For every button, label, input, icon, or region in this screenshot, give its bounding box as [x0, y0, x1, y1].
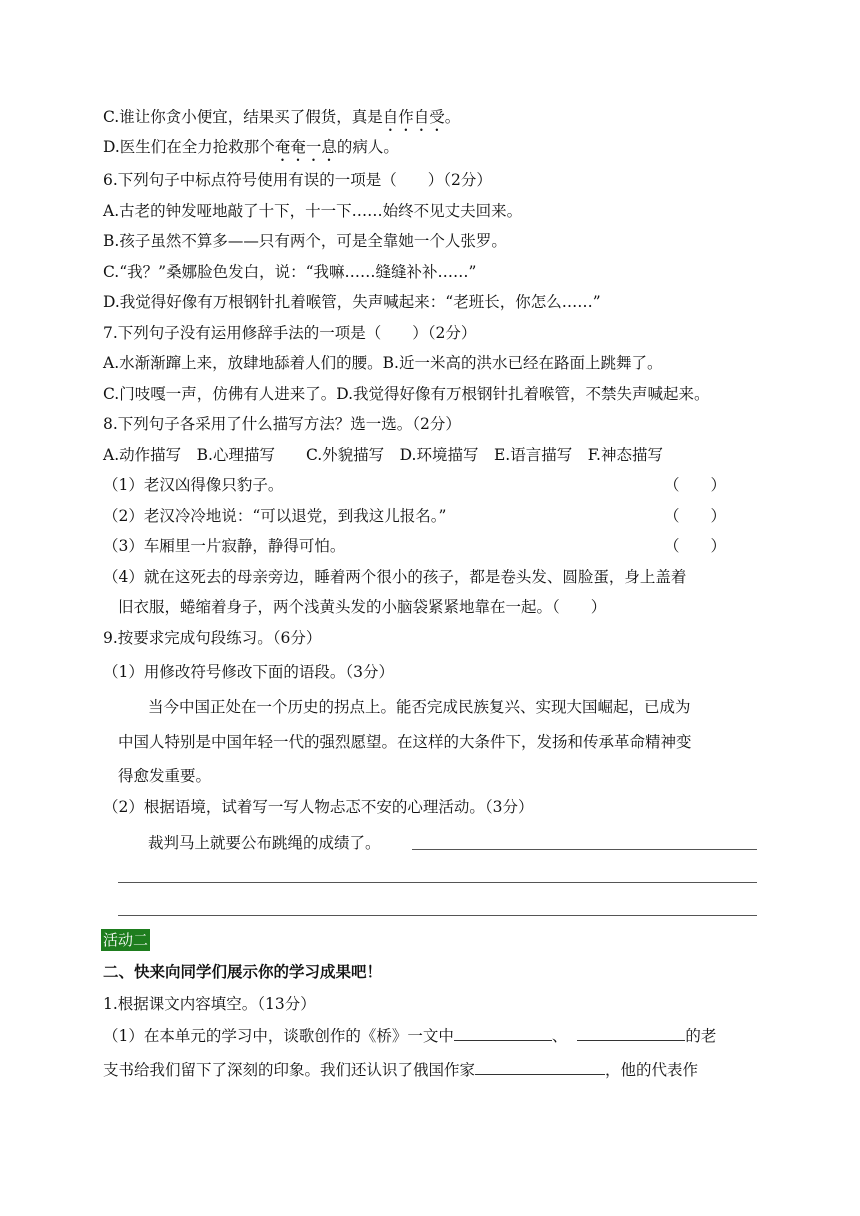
q9-part2-prompt: （2）根据语境，试着写一写人物忐忑不安的心理活动。（3分）: [103, 798, 534, 816]
q9-stem: 9.按要求完成句段练习。（6分）: [103, 629, 322, 647]
q5-option-d: [103, 137, 399, 165]
q6-option-b: B.孩子虽然不算多——只有两个，可是全靠她一个人张罗。: [103, 232, 507, 250]
q6-option-c: C.“我？”桑娜脸色发白，说：“我嘛……缝缝补补……”: [103, 263, 477, 281]
q5-option-d-dotted: 奄奄一息: [274, 138, 337, 156]
fill-line-2-end: ，他的代表作: [605, 1061, 699, 1079]
q6-stem: 6.下列句子中标点符号使用有误的一项是（ ）（2分）: [103, 171, 492, 189]
q9-paragraph-line3: 得愈发重要。: [118, 767, 212, 785]
answer-blank-line-3[interactable]: [118, 915, 757, 916]
q8-sentence-2: （2）老汉冷冷地说：“可以退党，到我这儿报名。”: [103, 507, 447, 525]
q8-sentence-3: （3）车厢里一片寂静，静得可怕。: [103, 537, 346, 555]
q5-option-c-text: C.谁让你贪小便宜，结果买了假货，真是: [103, 108, 383, 126]
q7-options-cd: C.门吱嘎一声，仿佛有人进来了。D.我觉得好像有万根钢针扎着喉管，不禁失声喊起来。: [103, 385, 710, 403]
answer-blank-line-1[interactable]: [412, 849, 757, 850]
q7-stem: 7.下列句子没有运用修辞手法的一项是（ ）（2分）: [103, 324, 477, 342]
q6-option-d: D.我觉得好像有万根钢针扎着喉管，失声喊起来：“老班长，你怎么……”: [103, 293, 601, 311]
blank-1[interactable]: [454, 1026, 552, 1041]
answer-blank-line-2[interactable]: [118, 882, 757, 883]
section-heading: 二、快来向同学们展示你的学习成果吧！: [103, 963, 383, 981]
q5-option-c: [103, 107, 460, 135]
q5-option-c-dotted: 自作自受: [382, 108, 445, 126]
q5-option-d-end: 的病人。: [336, 138, 399, 156]
blank-3[interactable]: [475, 1060, 605, 1075]
q8-options: A.动作描写 B.心理描写 C.外貌描写 D.环境描写 E.语言描写 F.神态描写: [103, 446, 663, 464]
fill-line-2-text: 支书给我们留下了深刻的印象。我们还认识了俄国作家: [103, 1061, 476, 1079]
q6-option-a: A.古老的钟发哑地敲了十下，十一下……始终不见丈夫回来。: [103, 202, 523, 220]
q8-answer-bracket-3[interactable]: （ ）: [664, 537, 727, 555]
activity-tag: 活动二: [103, 931, 149, 949]
fill-line-2: [103, 1060, 698, 1080]
blank-2[interactable]: [577, 1026, 685, 1041]
fill-blank-question: 1.根据课文内容填空。（13分）: [103, 995, 316, 1013]
fill-line-1-end: 的老: [685, 1027, 717, 1045]
q8-stem: 8.下列句子各采用了什么描写方法？选一选。（2分）: [103, 415, 461, 433]
q9-paragraph-line1: 当今中国正处在一个历史的拐点上。能否完成民族复兴、实现大国崛起，已成为: [148, 698, 691, 716]
q8-sentence-4-line1: （4）就在这死去的母亲旁边，睡着两个很小的孩子，都是卷头发、圆脸蛋，身上盖着: [103, 568, 687, 586]
q8-answer-bracket-2[interactable]: （ ）: [664, 507, 727, 525]
q8-sentence-1: （1）老汉凶得像只豹子。: [103, 476, 284, 494]
q9-part1-prompt: （1）用修改符号修改下面的语段。（3分）: [103, 663, 394, 681]
fill-line-1: [103, 1026, 716, 1046]
q7-options-ab: A.水渐渐蹿上来，放肆地舔着人们的腰。B.近一米高的洪水已经在路面上跳舞了。: [103, 354, 663, 372]
q5-option-d-text: D.医生们在全力抢救那个: [103, 138, 275, 156]
fill-line-1-text: （1）在本单元的学习中，谈歌创作的《桥》一文中: [103, 1027, 454, 1045]
q5-option-c-end: 。: [444, 108, 461, 126]
fill-line-1-separator: 、: [551, 1027, 568, 1045]
q8-answer-bracket-1[interactable]: （ ）: [664, 476, 727, 494]
q9-writing-prompt: 裁判马上就要公布跳绳的成绩了。: [148, 834, 381, 852]
q9-paragraph-line2: 中国人特别是中国年轻一代的强烈愿望。在这样的大条件下，发扬和传承革命精神变: [118, 733, 692, 751]
q8-sentence-4-line2: 旧衣服，蜷缩着身子，两个浅黄头发的小脑袋紧紧地靠在一起。（ ）: [118, 598, 607, 616]
